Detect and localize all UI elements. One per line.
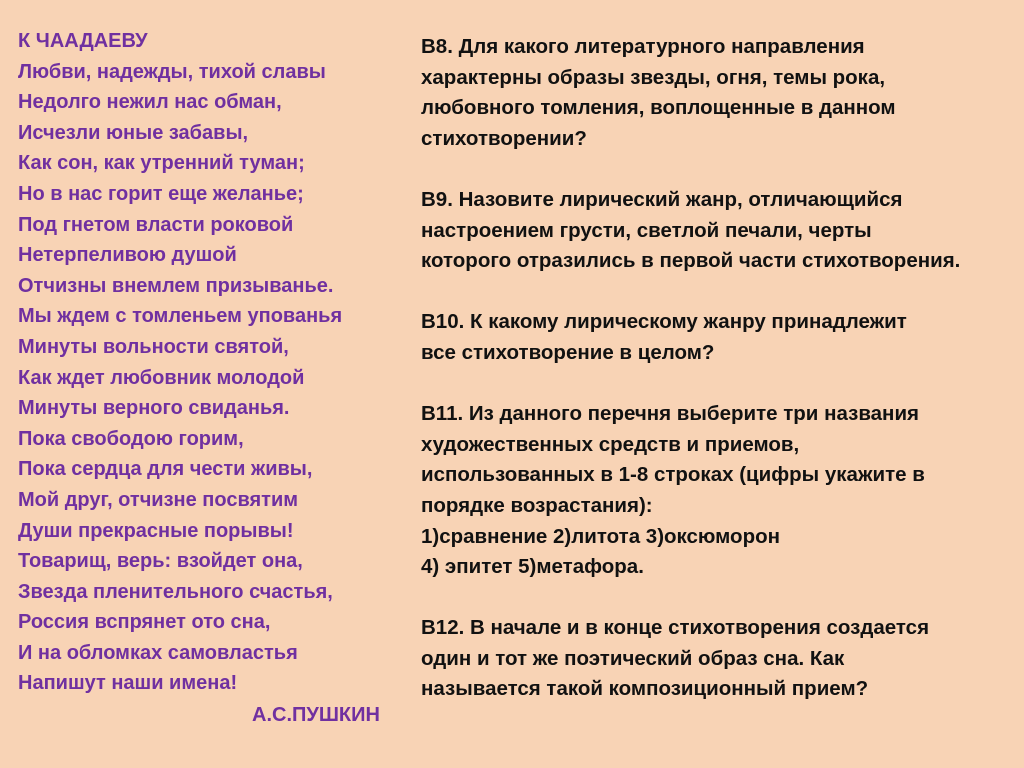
poem-line: Минуты вольности святой, (18, 335, 289, 358)
poem-line: Под гнетом власти роковой (18, 213, 294, 236)
poem-line: Пока сердца для чести живы, (18, 458, 313, 481)
question-b11 (421, 399, 1006, 583)
question-line: художественных средств и приемов, (421, 432, 800, 456)
poem-line: Души прекрасные порывы! (18, 519, 294, 542)
question-line: один и тот же поэтический образ сна. Как (421, 646, 845, 670)
question-line: все стихотворение в целом? (421, 340, 715, 364)
poem-line: Исчезли юные забавы, (18, 121, 249, 144)
question-line: настроением грусти, светлой печали, черты (421, 218, 872, 242)
question-line: В12. В начале и в конце стихотворения создается (421, 616, 930, 640)
question-b8 (421, 32, 1006, 154)
question-line: называется такой композиционный прием? (421, 677, 869, 701)
question-line: В9. Назовите лирический жанр, отличающийся (421, 187, 903, 211)
question-b9 (421, 185, 1006, 277)
question-b10 (421, 307, 1006, 368)
poem-line: Любви, надежды, тихой славы (18, 60, 326, 83)
questions-block (421, 32, 1006, 736)
poem-line: Как ждет любовник молодой (18, 366, 305, 389)
question-line: любовного томления, воплощенные в данном (421, 96, 896, 120)
question-line: которого отразились в первой части стихотворения. (421, 249, 961, 273)
poem-line: Как сон, как утренний туман; (18, 152, 305, 175)
poem-line: Но в нас горит еще желанье; (18, 182, 304, 205)
answer-options: 4) эпитет 5)метафора. (421, 555, 644, 579)
question-b12 (421, 613, 1006, 705)
question-line: В10. К какому лирическому жанру принадлежит (421, 310, 907, 334)
question-line: стихотворении? (421, 126, 587, 150)
poem-line: Мы ждем с томленьем упованья (18, 305, 343, 328)
question-line: характерны образы звезды, огня, темы рока, (421, 65, 886, 89)
poem-block (18, 26, 408, 699)
question-line: использованных в 1-8 строках (цифры укажите в (421, 463, 925, 487)
poem-line: Отчизны внемлем призыванье. (18, 274, 334, 297)
question-line: порядке возрастания): (421, 493, 653, 517)
poem-line: И на обломках самовластья (18, 641, 298, 664)
poem-line: Мой друг, отчизне посвятим (18, 488, 299, 511)
poem-line: Нетерпеливою душой (18, 244, 237, 267)
question-line: В8. Для какого литературного направления (421, 35, 865, 58)
poem-line: Пока свободою горим, (18, 427, 244, 450)
poem-line: Звезда пленительного счастья, (18, 580, 333, 603)
question-line: В11. Из данного перечня выберите три названия (421, 402, 920, 426)
poem-line: Напишут наши имена! (18, 672, 238, 695)
poem-author: А.С.ПУШКИН (252, 704, 380, 726)
answer-options: 1)сравнение 2)литота 3)оксюморон (421, 524, 781, 548)
poem-line: Минуты верного свиданья. (18, 397, 290, 420)
poem-line: Россия вспрянет ото сна, (18, 611, 271, 634)
poem-line: Товарищ, верь: взойдет она, (18, 550, 303, 573)
poem-title: К ЧААДАЕВУ (18, 30, 148, 52)
poem-line: Недолго нежил нас обман, (18, 91, 282, 114)
